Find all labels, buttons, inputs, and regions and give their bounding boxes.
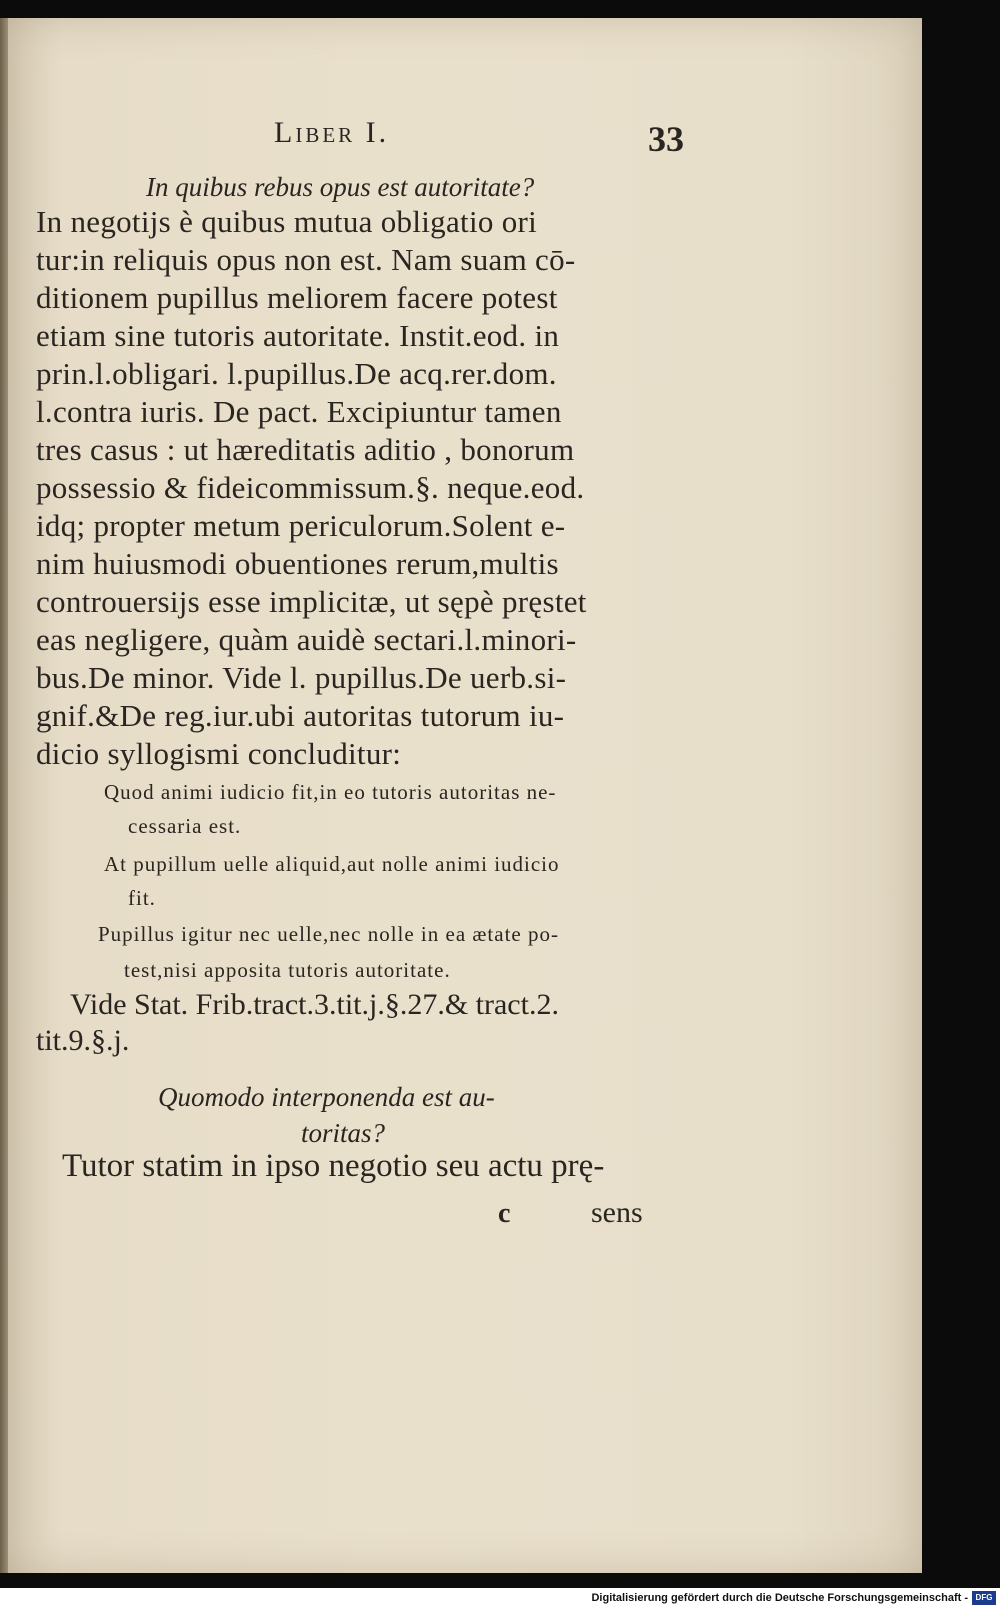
paragraph-line: Tutor statim in ipso negotio seu actu prę- — [62, 1148, 605, 1184]
scan-background — [922, 0, 1000, 1590]
footer-credit: Digitalisierung gefördert durch die Deutsche Forschungsgemeinschaft - — [591, 1592, 968, 1604]
paragraph-line: nim huiusmodi obuentiones rerum,multis — [36, 546, 559, 581]
paragraph-line: tres casus : ut hæreditatis aditio , bonorum — [36, 432, 575, 467]
reference-line: Vide Stat. Frib.tract.3.tit.j.§.27.& tract.2. — [70, 988, 559, 1021]
dfg-logo: DFG — [972, 1591, 996, 1605]
paragraph-line: dicio syllogismi concluditur: — [36, 736, 402, 771]
paragraph-line: eas negligere, quàm auidè sectari.l.minori- — [36, 622, 577, 657]
paragraph-line: etiam sine tutoris autoritate. Instit.eod. in — [36, 318, 560, 353]
signature-mark: c — [498, 1198, 511, 1229]
digitization-footer — [0, 1588, 1000, 1608]
paragraph-line: idq; propter metum periculorum.Solent e- — [36, 508, 566, 543]
paragraph-line: bus.De minor. Vide l. pupillus.De uerb.si- — [36, 660, 567, 695]
paragraph-line: l.contra iuris. De pact. Excipiuntur tamen — [36, 394, 562, 429]
paragraph-line: gnif.&De reg.iur.ubi autoritas tutorum iu- — [36, 698, 565, 733]
paragraph-line: In negotijs è quibus mutua obligatio ori — [36, 204, 538, 239]
running-head: Liber I. — [274, 116, 390, 149]
syllogism-major-premise: Quod animi iudicio fit,in eo tutoris autoritas ne- — [104, 780, 557, 804]
catchword: sens — [591, 1196, 643, 1229]
paragraph-line: ditionem pupillus meliorem facere potest — [36, 280, 558, 315]
section-heading-interposition: Quomodo interponenda est au- — [158, 1082, 495, 1112]
paragraph-line: prin.l.obligari. l.pupillus.De acq.rer.dom. — [36, 356, 557, 391]
paragraph-line: possessio & fideicommissum.§. neque.eod. — [36, 470, 585, 505]
section-heading-interposition-cont: toritas? — [301, 1118, 386, 1148]
syllogism-major-premise-cont: cessaria est. — [128, 814, 242, 838]
reference-line: tit.9.§.j. — [36, 1024, 130, 1057]
paragraph-line: tur:in reliquis opus non est. Nam suam cō- — [36, 242, 576, 277]
page-number: 33 — [648, 119, 684, 159]
syllogism-minor-premise-cont: fit. — [128, 886, 156, 910]
paragraph-line: controuersijs esse implicitæ, ut sępè pręstet — [36, 584, 587, 619]
syllogism-minor-premise: At pupillum uelle aliquid,aut nolle animi iudicio — [104, 852, 560, 876]
syllogism-conclusion: Pupillus igitur nec uelle,nec nolle in ea ætate po- — [98, 922, 559, 946]
syllogism-conclusion-cont: test,nisi apposita tutoris autoritate. — [124, 958, 451, 982]
section-heading-authority: In quibus rebus opus est autoritate? — [146, 172, 535, 202]
